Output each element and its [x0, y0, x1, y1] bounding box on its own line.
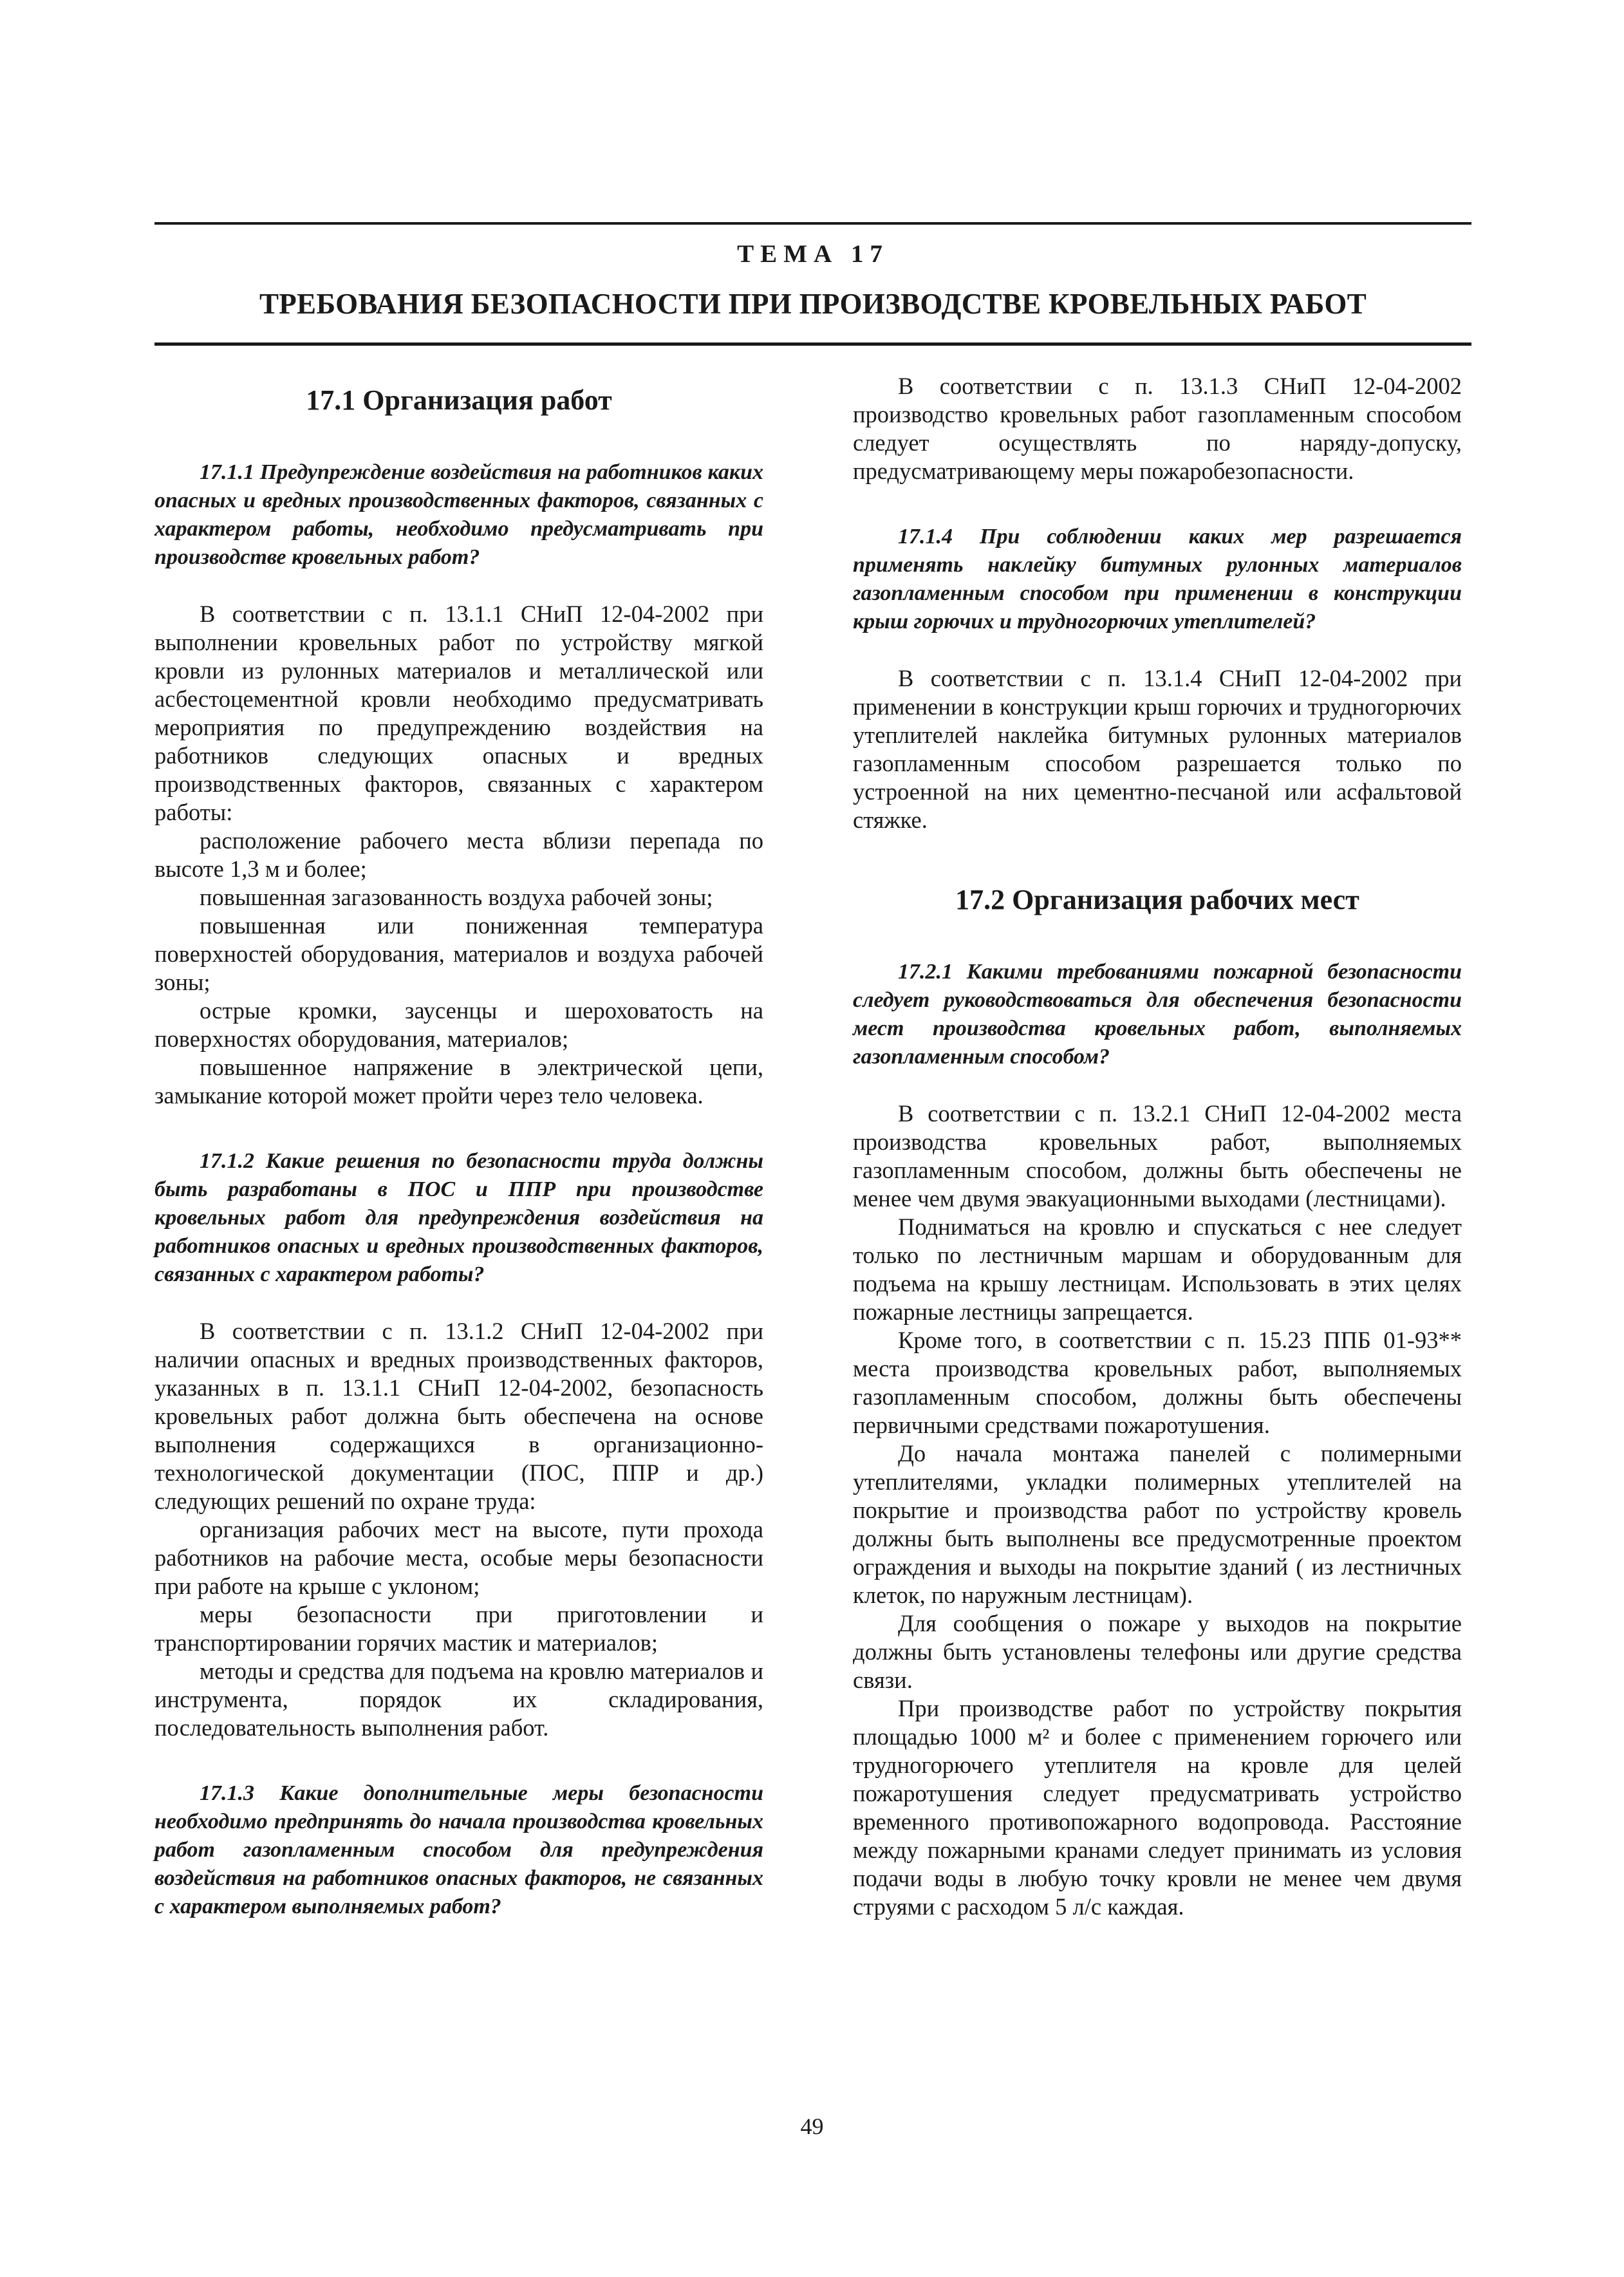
- theme-label: ТЕМА 17: [737, 240, 889, 268]
- question-17-1-3: 17.1.3 Какие дополнительные меры безопасности необходимо предпринять до начала производства кровельных работ газопламенным способом для предупреждения воздействия на работников опасных факторов, не связанных с характером выполняемых работ?: [154, 1781, 763, 1919]
- answer-paragraph: В соответствии с п. 13.1.2 СНиП 12-04-2002 при наличии опасных и вредных производственных факторов, указанных в п. 13.1.1 СНиП 12-04-2002, безопасность кровельных работ должна быть обеспечена на основе выполнения содержащихся в организационно-технологической документации (ПОС, ППР и др.) следующих решений по охране труда:: [154, 1318, 763, 1515]
- section-title-17-2: 17.2 Организация рабочих мест: [955, 884, 1359, 915]
- answer-paragraph: Для сообщения о пожаре у выходов на покрытие должны быть установлены телефоны или другие средства связи.: [853, 1610, 1462, 1694]
- section-title-17-1: 17.1 Организация работ: [306, 384, 612, 416]
- answer-17-1-3: В соответствии с п. 13.1.3 СНиП 12-04-2002 производство кровельных работ газопламенным способом следует осуществлять по наряду-допуску, предусматривающему меры пожаробезопасности.: [853, 373, 1462, 484]
- answer-list-item: расположение рабочего места вблизи перепада по высоте 1,3 м и более;: [154, 827, 763, 883]
- answer-list-item: методы и средства для подъема на кровлю материалов и инструмента, порядок их складирования, последовательность выполнения работ.: [154, 1658, 763, 1741]
- header-bottom-rule: [154, 342, 1471, 346]
- answer-paragraph: Подниматься на кровлю и спускаться с нее следует только по лестничным маршам и оборудованным для подъема на крышу лестницам. Использовать в этих целях пожарные лестницы запрещается.: [853, 1213, 1462, 1326]
- answer-paragraph: В соответствии с п. 13.2.1 СНиП 12-04-2002 места производства кровельных работ, выполняемых газопламенным способом, должны быть обеспечены не менее чем двумя эвакуационными выходами (лестницами).: [853, 1100, 1462, 1212]
- answer-list-item: повышенное напряжение в электрической цепи, замыкание которой может пройти через тело человека.: [154, 1054, 763, 1109]
- answer-paragraph: До начала монтажа панелей с полимерными утеплителями, укладки полимерных утеплителей на покрытие и производства работ по устройству кровель должны быть выполнены все предусмотренные проектом ограждения и выходы на покрытие зданий ( из лестничных клеток, по наружным лестницам).: [853, 1440, 1462, 1609]
- answer-list-item: организация рабочих мест на высоте, пути прохода работников на рабочие места, особые меры безопасности при работе на крыше с уклоном;: [154, 1516, 763, 1600]
- page-number: 49: [800, 2113, 824, 2139]
- question-17-1-1: 17.1.1 Предупреждение воздействия на работников каких опасных и вредных производственных факторов, связанных с характером работы, необходимо предусматривать при производстве кровельных работ?: [154, 460, 763, 570]
- left-column: [154, 372, 763, 1949]
- question-17-2-1: 17.2.1 Какими требованиями пожарной безопасности следует руководствоваться для обеспечения безопасности мест производства кровельных работ, выполняемых газопламенным способом?: [853, 960, 1462, 1069]
- question-17-1-4: 17.1.4 При соблюдении каких мер разрешается применять наклейку битумных рулонных материалов газопламенным способом при применении в конструкции крыш горючих и трудногорючих утеплителей?: [853, 525, 1462, 633]
- answer-paragraph: В соответствии с п. 13.1.1 СНиП 12-04-2002 при выполнении кровельных работ по устройству мягкой кровли из рулонных материалов и металлической или асбестоцементной кровли необходимо предусматривать мероприятия по предупреждению воздействия на работников следующих опасных и вредных производственных факторов, связанных с характером работы:: [154, 601, 763, 826]
- chapter-title: ТРЕБОВАНИЯ БЕЗОПАСНОСТИ ПРИ ПРОИЗВОДСТВЕ КРОВЕЛЬНЫХ РАБОТ: [259, 288, 1367, 320]
- answer-17-1-4: В соответствии с п. 13.1.4 СНиП 12-04-2002 при применении в конструкции крыш горючих и трудногорючих утеплителей наклейка битумных рулонных материалов газопламенным способом разрешается только по устроенной на них цементно-песчаной или асфальтовой стяжке.: [853, 665, 1462, 833]
- answer-list-item: повышенная загазованность воздуха рабочей зоны;: [200, 884, 713, 911]
- answer-list-item: меры безопасности при приготовлении и транспортировании горячих мастик и материалов;: [154, 1601, 763, 1656]
- header-top-rule: [154, 222, 1471, 225]
- answer-list-item: повышенная или пониженная температура поверхностей оборудования, материалов и воздуха рабочей зоны;: [154, 912, 763, 996]
- right-column: [853, 372, 1462, 1921]
- question-17-1-2: 17.1.2 Какие решения по безопасности труда должны быть разработаны в ПОС и ППР при производстве кровельных работ для предупреждения воздействия на работников опасных и вредных производственных факторов, связанных с характером работы?: [154, 1149, 763, 1287]
- answer-paragraph: При производстве работ по устройству покрытия площадью 1000 м² и более с применением горючего или трудногорючего утеплителя на кровле для целей пожаротушения следует предусматривать устройство временного противопожарного водопровода. Расстояние между пожарными кранами следует принимать из условия подачи воды в любую точку кровли не менее чем двумя струями с расходом 5 л/с каждая.: [853, 1695, 1462, 1920]
- answer-list-item: острые кромки, заусенцы и шероховатость на поверхностях оборудования, материалов;: [154, 997, 763, 1053]
- answer-paragraph: Кроме того, в соответствии с п. 15.23 ППБ 01-93** места производства кровельных работ, выполняемых газопламенным способом, должны быть обеспечены первичными средствами пожаротушения.: [853, 1327, 1462, 1439]
